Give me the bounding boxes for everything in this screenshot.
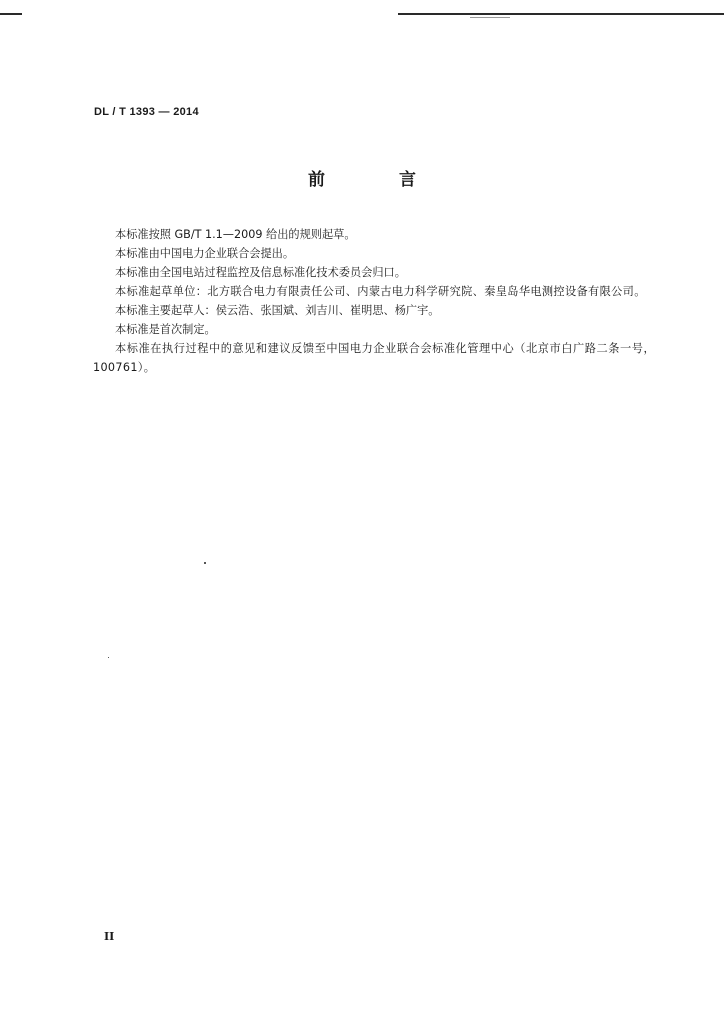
top-rule-accent bbox=[470, 17, 510, 18]
standard-number: DL / T 1393 — 2014 bbox=[94, 106, 199, 118]
paragraph-feedback: 本标准在执行过程中的意见和建议反馈至中国电力企业联合会标准化管理中心（北京市白广路二条一号，100761）。 bbox=[93, 342, 655, 374]
paragraph-proposer: 本标准由中国电力企业联合会提出。 bbox=[115, 247, 295, 260]
page-title: 前 言 bbox=[308, 170, 450, 190]
paragraph-drafting-rules: 本标准按照 GB/T 1.1—2009 给出的规则起草。 bbox=[115, 228, 356, 241]
foreword-body bbox=[93, 225, 655, 377]
paragraph-first-edition: 本标准是首次制定。 bbox=[115, 323, 216, 336]
scan-speck bbox=[108, 657, 109, 658]
scan-speck bbox=[204, 562, 206, 564]
page-number: II bbox=[104, 930, 115, 943]
paragraph-drafting-units: 本标准起草单位：北方联合电力有限责任公司、内蒙古电力科学研究院、秦皇岛华电测控设备有限公司。 bbox=[115, 285, 646, 298]
paragraph-drafters: 本标准主要起草人：侯云浩、张国斌、刘吉川、崔明思、杨广宇。 bbox=[115, 304, 440, 317]
top-rule-right bbox=[398, 13, 724, 15]
paragraph-administration: 本标准由全国电站过程监控及信息标准化技术委员会归口。 bbox=[115, 266, 406, 279]
top-rule-left bbox=[0, 13, 22, 15]
